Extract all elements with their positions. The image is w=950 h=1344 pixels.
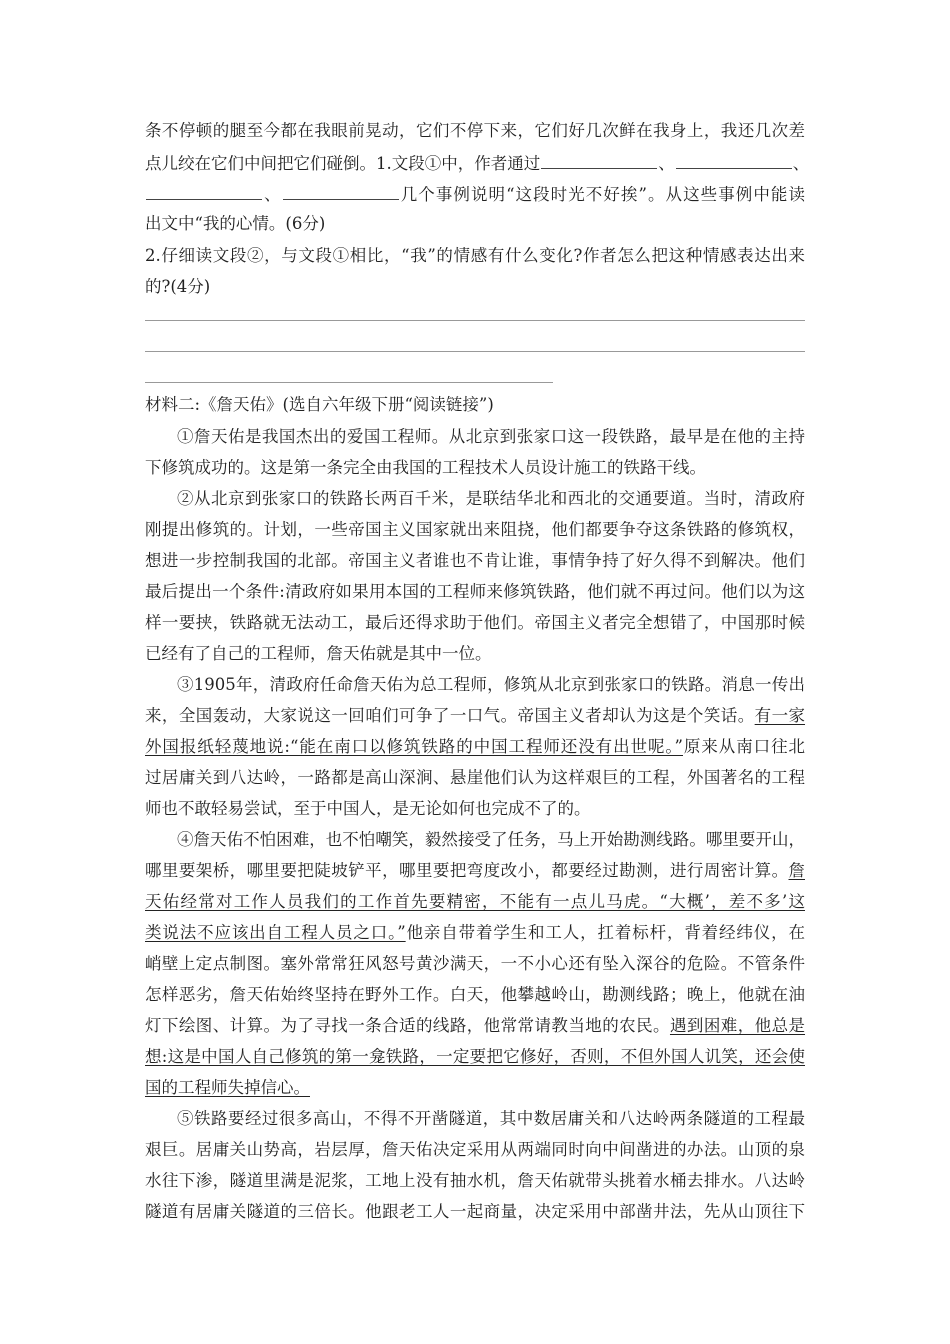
text-line xyxy=(145,1045,805,1069)
text-run: 他亲自带着学生和工人，扛着标杆，背着经纬仪，在 xyxy=(405,923,806,942)
text-run: 出文中“我的心情。(6分) xyxy=(145,214,326,233)
text-run: 材料二:《詹天佑》(选自六年级下册“阅读链接”) xyxy=(145,395,494,414)
answer-line[interactable] xyxy=(145,351,805,352)
answer-blank[interactable] xyxy=(541,150,657,169)
text-run: 怎样恶劣，詹天佑始终坚持在野外工作。白天，他攀越岭山，勘测线路；晚上，他就在油 xyxy=(145,985,805,1004)
text-run: 、 xyxy=(658,154,675,173)
material-title xyxy=(145,393,805,417)
text-line xyxy=(145,1014,805,1038)
text-run: 、 xyxy=(792,154,810,173)
answer-line[interactable] xyxy=(145,320,805,321)
text-line xyxy=(145,1076,805,1100)
text-line xyxy=(145,797,805,821)
text-run: ⑤铁路要经过很多高山，不得不开凿隧道，其中数居庸关和八达岭两条隧道的工程最 xyxy=(177,1109,805,1128)
text-line xyxy=(145,611,805,635)
text-run: 原来从南口往北 xyxy=(683,737,806,756)
underlined-text: 天佑经常对工作人员我们的工作首先要精密，不能有一点儿马虎。“大概’，差不多’这 xyxy=(145,892,805,911)
underlined-text: 外国报纸轻蔑地说:“能在南口以修筑铁路的中国工程师还没有出世呢。” xyxy=(145,737,683,756)
text-line xyxy=(145,549,805,573)
text-line xyxy=(145,890,805,914)
text-run: 点儿绞在它们中间把它们碰倒。1.文段①中，作者通过 xyxy=(145,154,541,173)
text-run: ③1905年，清政府任命詹天佑为总工程师，修筑从北京到张家口的铁路。消息一传出 xyxy=(177,675,805,694)
text-line xyxy=(145,150,810,174)
text-line xyxy=(145,642,805,666)
text-line xyxy=(145,859,805,883)
text-run: 几个事例说明“这段时光不好挨”。从这些事例中能读 xyxy=(399,185,805,204)
text-line xyxy=(177,487,805,511)
text-line xyxy=(145,181,805,205)
text-run: 样一要挟，铁路就无法动工，最后还得求助于他们。帝国主义者完全想错了，中国那时候 xyxy=(145,613,805,632)
text-line xyxy=(145,983,805,1007)
text-run: 灯下绘图、计算。为了寻找一条合适的线路，他常常请教当地的农民。 xyxy=(145,1016,670,1035)
text-run: ②从北京到张家口的铁路长两百千米，是联结华北和西北的交通要道。当时，清政府 xyxy=(177,489,805,508)
text-run: ④詹天佑不怕困难，也不怕嘲笑，毅然接受了任务，马上开始勘测线路。哪里要开山， xyxy=(177,830,805,849)
text-run: 峭壁上定点制图。塞外常常狂风怒号黄沙满天，一不小心还有坠入深谷的危险。不管条件 xyxy=(145,954,805,973)
text-run: ①詹天佑是我国杰出的爱国工程师。从北京到张家口这一段铁路，最早是在他的主持 xyxy=(177,427,805,446)
text-line xyxy=(145,735,805,759)
text-line xyxy=(145,518,805,542)
text-line xyxy=(145,119,805,143)
text-run: 的?(4分) xyxy=(145,277,211,296)
text-line xyxy=(145,1138,805,1162)
text-line xyxy=(145,1169,805,1193)
answer-blank[interactable] xyxy=(146,181,262,200)
underlined-text: 遇到困难，他总是 xyxy=(669,1016,806,1035)
text-run: 水往下渗，隧道里满是泥浆，工地上没有抽水机，詹天佑就带头挑着水桶去排水。八达岭 xyxy=(145,1171,805,1190)
text-line xyxy=(177,1107,805,1131)
text-line xyxy=(145,244,805,268)
text-run: 已经有了自己的工程师，詹天佑就是其中一位。 xyxy=(145,644,492,663)
text-line xyxy=(145,212,805,236)
underlined-text: 有一家 xyxy=(754,706,806,725)
underlined-text: 想:这是中国人自己修筑的第一龛铁路，一定要把它修好，否则，不但外国人讥笑，还会使 xyxy=(145,1047,805,1066)
text-run: 艰巨。居庸关山势高，岩层厚，詹天佑决定采用从两端同时向中间凿进的办法。山顶的泉 xyxy=(145,1140,805,1159)
text-run: 下修筑成功的。这是第一条完全由我国的工程技术人员设计施工的铁路干线。 xyxy=(145,458,706,477)
text-run: 隧道有居庸关隧道的三倍长。他跟老工人一起商量，决定采用中部凿井法，先从山顶往下 xyxy=(145,1202,805,1221)
underlined-text: 类说法不应该出自工程人员之口。” xyxy=(145,923,406,942)
text-run: 2.仔细读文段②，与文段①相比，“我”的情感有什么变化?作者怎么把这种情感表达出来 xyxy=(145,246,805,265)
answer-blank[interactable] xyxy=(283,181,399,200)
text-run: 来，全国轰动，大家说这一回咱们可争了一口气。帝国主义者却认为这是个笑话。 xyxy=(145,706,755,725)
text-line xyxy=(145,921,805,945)
text-line xyxy=(145,1200,805,1224)
text-line xyxy=(145,766,805,790)
text-run: 哪里要架桥，哪里要把陡坡铲平，哪里要把弯度改小，都要经过勘测，进行周密计算。 xyxy=(145,861,789,880)
text-run: 想进一步控制我国的北部。帝国主义者谁也不肯让谁，事情争持了好久得不到解决。他们 xyxy=(145,551,805,570)
underlined-text: 詹 xyxy=(788,861,805,880)
text-line xyxy=(145,456,805,480)
text-line xyxy=(145,952,805,976)
text-line xyxy=(177,425,805,449)
text-line xyxy=(145,580,805,604)
text-line xyxy=(145,275,805,299)
underlined-text: 国的工程师失掉信心。 xyxy=(145,1078,310,1097)
text-run: 条不停顿的腿至今都在我眼前晃动，它们不停下来，它们好几次鲜在我身上，我还几次差 xyxy=(145,121,805,140)
text-line xyxy=(177,673,805,697)
text-run: 师也不敢轻易尝试，至于中国人，是无论如何也完成不了的。 xyxy=(145,799,591,818)
text-line xyxy=(145,704,805,728)
text-line xyxy=(177,828,805,852)
answer-line[interactable] xyxy=(145,382,553,383)
text-run: 、 xyxy=(263,185,282,204)
text-run: 最后提出一个条件:清政府如果用本国的工程师来修筑铁路，他们就不再过问。他们以为这 xyxy=(145,582,805,601)
text-run: 过居庸关到八达岭，一路都是高山深涧、悬崖他们认为这样艰巨的工程，外国著名的工程 xyxy=(145,768,805,787)
answer-blank[interactable] xyxy=(676,150,792,169)
text-run: 刚提出修筑的。计划，一些帝国主义国家就出来阻挠，他们都要争夺这条铁路的修筑权， xyxy=(145,520,805,539)
